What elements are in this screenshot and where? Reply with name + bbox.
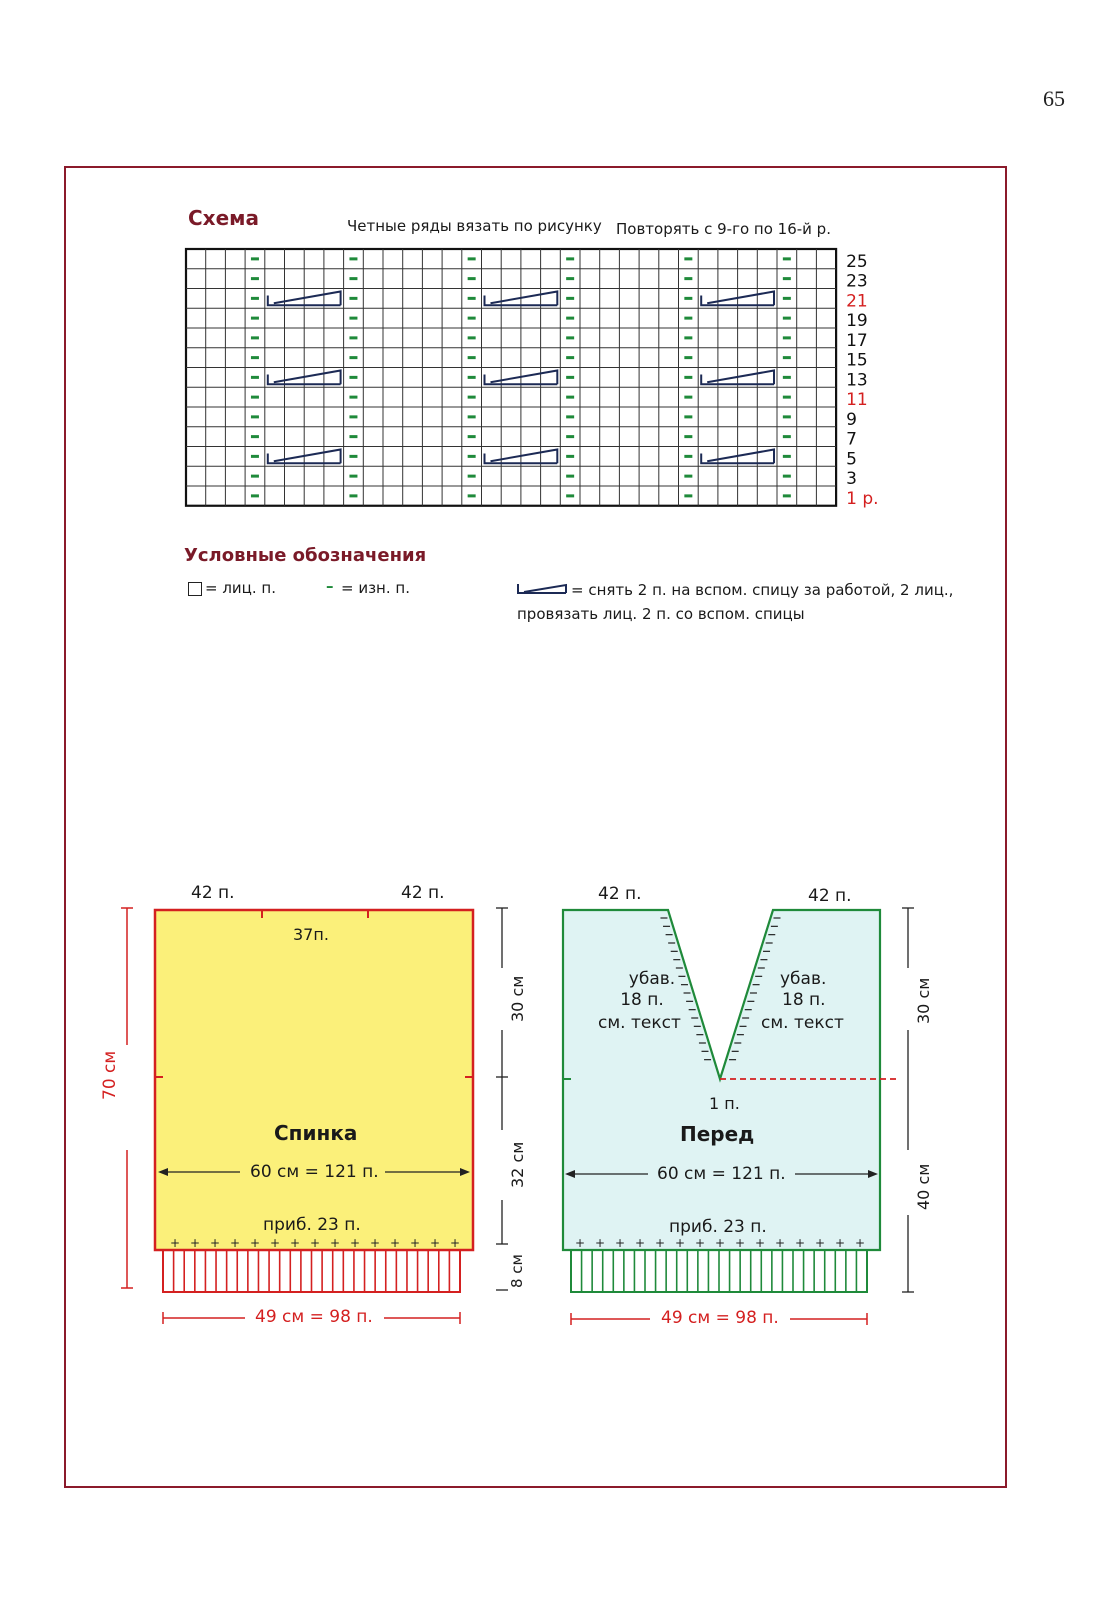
purl-mark <box>251 494 259 497</box>
back-increase: приб. 23 п. <box>263 1215 361 1235</box>
purl-mark <box>783 376 791 379</box>
svg-text:+: + <box>289 1236 301 1250</box>
purl-mark <box>251 336 259 339</box>
purl-mark <box>468 494 476 497</box>
purl-mark <box>684 297 692 300</box>
purl-mark <box>684 494 692 497</box>
row-label: 23 <box>846 271 868 292</box>
scheme-note-even-rows: Четные ряды вязать по рисунку <box>347 217 602 235</box>
back-piece <box>121 908 508 1324</box>
svg-text:+: + <box>269 1236 281 1250</box>
purl-mark <box>783 475 791 478</box>
scheme-note-repeat: Повторять с 9-го по 16-й р. <box>616 220 831 238</box>
svg-text:+: + <box>209 1236 221 1250</box>
row-label: 19 <box>846 311 868 331</box>
purl-mark <box>468 376 476 379</box>
front-upper-height: 30 см <box>914 977 933 1024</box>
purl-mark <box>684 475 692 478</box>
purl-mark <box>684 356 692 359</box>
purl-mark <box>783 494 791 497</box>
svg-text:+: + <box>814 1236 826 1250</box>
purl-symbol-icon: – <box>326 577 334 595</box>
purl-mark <box>566 435 574 438</box>
purl-mark <box>566 277 574 280</box>
purl-mark <box>468 415 476 418</box>
purl-mark <box>684 277 692 280</box>
back-upper-height: 30 см <box>508 975 527 1022</box>
svg-text:+: + <box>329 1236 341 1250</box>
purl-mark <box>468 475 476 478</box>
svg-text:+: + <box>229 1236 241 1250</box>
front-width: 60 см = 121 п. <box>657 1164 786 1184</box>
cable-symbol-icon <box>516 582 570 596</box>
front-increase: приб. 23 п. <box>669 1217 767 1237</box>
purl-mark <box>684 317 692 320</box>
purl-mark <box>251 376 259 379</box>
back-mid-height: 32 см <box>508 1141 527 1188</box>
front-increase-marks <box>575 1236 865 1250</box>
purl-mark <box>566 257 574 260</box>
scheme-title: Схема <box>188 206 259 230</box>
legend-cable-line1: = снять 2 п. на вспом. спицу за работой, 2 лиц., <box>571 581 954 599</box>
purl-mark <box>349 257 357 260</box>
svg-text:+: + <box>594 1236 606 1250</box>
svg-text:+: + <box>349 1236 361 1250</box>
back-total-height: 70 см <box>100 1050 120 1100</box>
purl-mark <box>566 297 574 300</box>
svg-text:+: + <box>774 1236 786 1250</box>
purl-mark <box>349 396 357 399</box>
svg-text:+: + <box>409 1236 421 1250</box>
purl-mark <box>468 297 476 300</box>
purl-mark <box>566 317 574 320</box>
svg-text:+: + <box>574 1236 586 1250</box>
knit-symbol-icon <box>188 582 202 596</box>
purl-mark <box>783 257 791 260</box>
purl-mark <box>468 356 476 359</box>
purl-mark <box>349 336 357 339</box>
purl-mark <box>251 396 259 399</box>
purl-mark <box>349 435 357 438</box>
front-point: 1 п. <box>709 1094 740 1113</box>
back-neck: 37п. <box>293 925 329 944</box>
front-top-left: 42 п. <box>598 884 642 904</box>
knitting-chart <box>0 0 1107 560</box>
svg-text:+: + <box>614 1236 626 1250</box>
purl-mark <box>349 297 357 300</box>
purl-mark <box>468 317 476 320</box>
back-width: 60 см = 121 п. <box>250 1162 379 1182</box>
purl-mark <box>566 494 574 497</box>
purl-mark <box>783 415 791 418</box>
purl-mark <box>349 277 357 280</box>
front-top-right: 42 п. <box>808 886 852 906</box>
purl-mark <box>566 336 574 339</box>
purl-mark <box>349 494 357 497</box>
purl-mark <box>349 317 357 320</box>
purl-mark <box>251 257 259 260</box>
svg-text:+: + <box>634 1236 646 1250</box>
legend-knit: = лиц. п. <box>205 579 276 597</box>
back-increase-marks <box>170 1236 460 1250</box>
svg-text:+: + <box>169 1236 181 1250</box>
purl-mark <box>684 396 692 399</box>
front-dec-left-2: 18 п. <box>620 990 664 1010</box>
purl-mark <box>783 396 791 399</box>
purl-mark <box>468 396 476 399</box>
purl-mark <box>468 435 476 438</box>
svg-text:+: + <box>449 1236 461 1250</box>
row-label: 21 <box>846 291 868 312</box>
row-label: 3 <box>846 469 857 489</box>
row-label: 15 <box>846 350 868 371</box>
purl-mark <box>349 415 357 418</box>
purl-mark <box>468 336 476 339</box>
purl-mark <box>349 475 357 478</box>
front-piece <box>563 908 914 1325</box>
svg-text:+: + <box>189 1236 201 1250</box>
back-top-left: 42 п. <box>191 883 235 903</box>
purl-mark <box>566 356 574 359</box>
purl-mark <box>251 475 259 478</box>
purl-mark <box>468 277 476 280</box>
svg-text:+: + <box>754 1236 766 1250</box>
page-number: 65 <box>1043 86 1065 111</box>
back-top-right: 42 п. <box>401 883 445 903</box>
svg-text:+: + <box>389 1236 401 1250</box>
legend-purl: = изн. п. <box>341 579 410 597</box>
svg-text:+: + <box>429 1236 441 1250</box>
purl-mark <box>783 297 791 300</box>
purl-mark <box>566 415 574 418</box>
svg-text:+: + <box>854 1236 866 1250</box>
svg-text:+: + <box>694 1236 706 1250</box>
purl-mark <box>684 415 692 418</box>
back-rib-height: 8 см <box>508 1254 526 1288</box>
svg-text:+: + <box>834 1236 846 1250</box>
row-label: 17 <box>846 330 868 351</box>
back-ribbing <box>163 1250 460 1292</box>
purl-mark <box>251 317 259 320</box>
front-ribbing <box>571 1250 867 1292</box>
svg-text:+: + <box>369 1236 381 1250</box>
purl-mark <box>684 376 692 379</box>
front-dec-right-3: см. текст <box>761 1013 844 1033</box>
purl-mark <box>566 455 574 458</box>
purl-mark <box>566 376 574 379</box>
purl-mark <box>251 455 259 458</box>
front-bottom-width: 49 см = 98 п. <box>661 1308 779 1328</box>
purl-mark <box>349 356 357 359</box>
purl-mark <box>566 396 574 399</box>
svg-text:+: + <box>654 1236 666 1250</box>
back-body <box>155 910 473 1250</box>
svg-text:+: + <box>794 1236 806 1250</box>
svg-text:+: + <box>309 1236 321 1250</box>
purl-mark <box>468 455 476 458</box>
front-name: Перед <box>680 1122 755 1146</box>
back-name: Спинка <box>274 1121 358 1145</box>
purl-mark <box>349 376 357 379</box>
row-label: 11 <box>846 390 868 410</box>
garment-schematic <box>0 860 1107 1380</box>
svg-text:+: + <box>249 1236 261 1250</box>
purl-mark <box>251 415 259 418</box>
row-label: 1 р. <box>846 488 879 509</box>
row-label: 7 <box>846 429 857 450</box>
front-dec-left-1: убав. <box>628 969 676 989</box>
front-dec-right-1: убав. <box>780 969 827 989</box>
svg-text:+: + <box>674 1236 686 1250</box>
purl-mark <box>684 336 692 339</box>
purl-mark <box>251 435 259 438</box>
back-bottom-width: 49 см = 98 п. <box>255 1307 373 1327</box>
purl-mark <box>684 455 692 458</box>
purl-mark <box>783 336 791 339</box>
purl-mark <box>468 257 476 260</box>
purl-mark <box>783 435 791 438</box>
purl-mark <box>566 475 574 478</box>
front-lower-height: 40 см <box>914 1163 933 1210</box>
front-dec-left-3: см. текст <box>598 1013 681 1033</box>
purl-mark <box>684 435 692 438</box>
legend-cable-line2: провязать лиц. 2 п. со вспом. спицы <box>517 605 805 623</box>
purl-mark <box>349 455 357 458</box>
row-label: 9 <box>846 409 857 430</box>
purl-mark <box>251 277 259 280</box>
purl-mark <box>783 317 791 320</box>
svg-text:+: + <box>714 1236 726 1250</box>
purl-mark <box>783 277 791 280</box>
front-body <box>563 910 880 1250</box>
purl-mark <box>251 356 259 359</box>
purl-mark <box>783 356 791 359</box>
purl-mark <box>684 257 692 260</box>
front-dec-right-2: 18 п. <box>782 990 826 1010</box>
row-label: 13 <box>846 370 868 391</box>
legend-title: Условные обозначения <box>184 545 427 566</box>
svg-text:+: + <box>734 1236 746 1250</box>
purl-mark <box>251 297 259 300</box>
row-label: 5 <box>846 449 857 470</box>
purl-mark <box>783 455 791 458</box>
row-label: 25 <box>846 251 868 272</box>
